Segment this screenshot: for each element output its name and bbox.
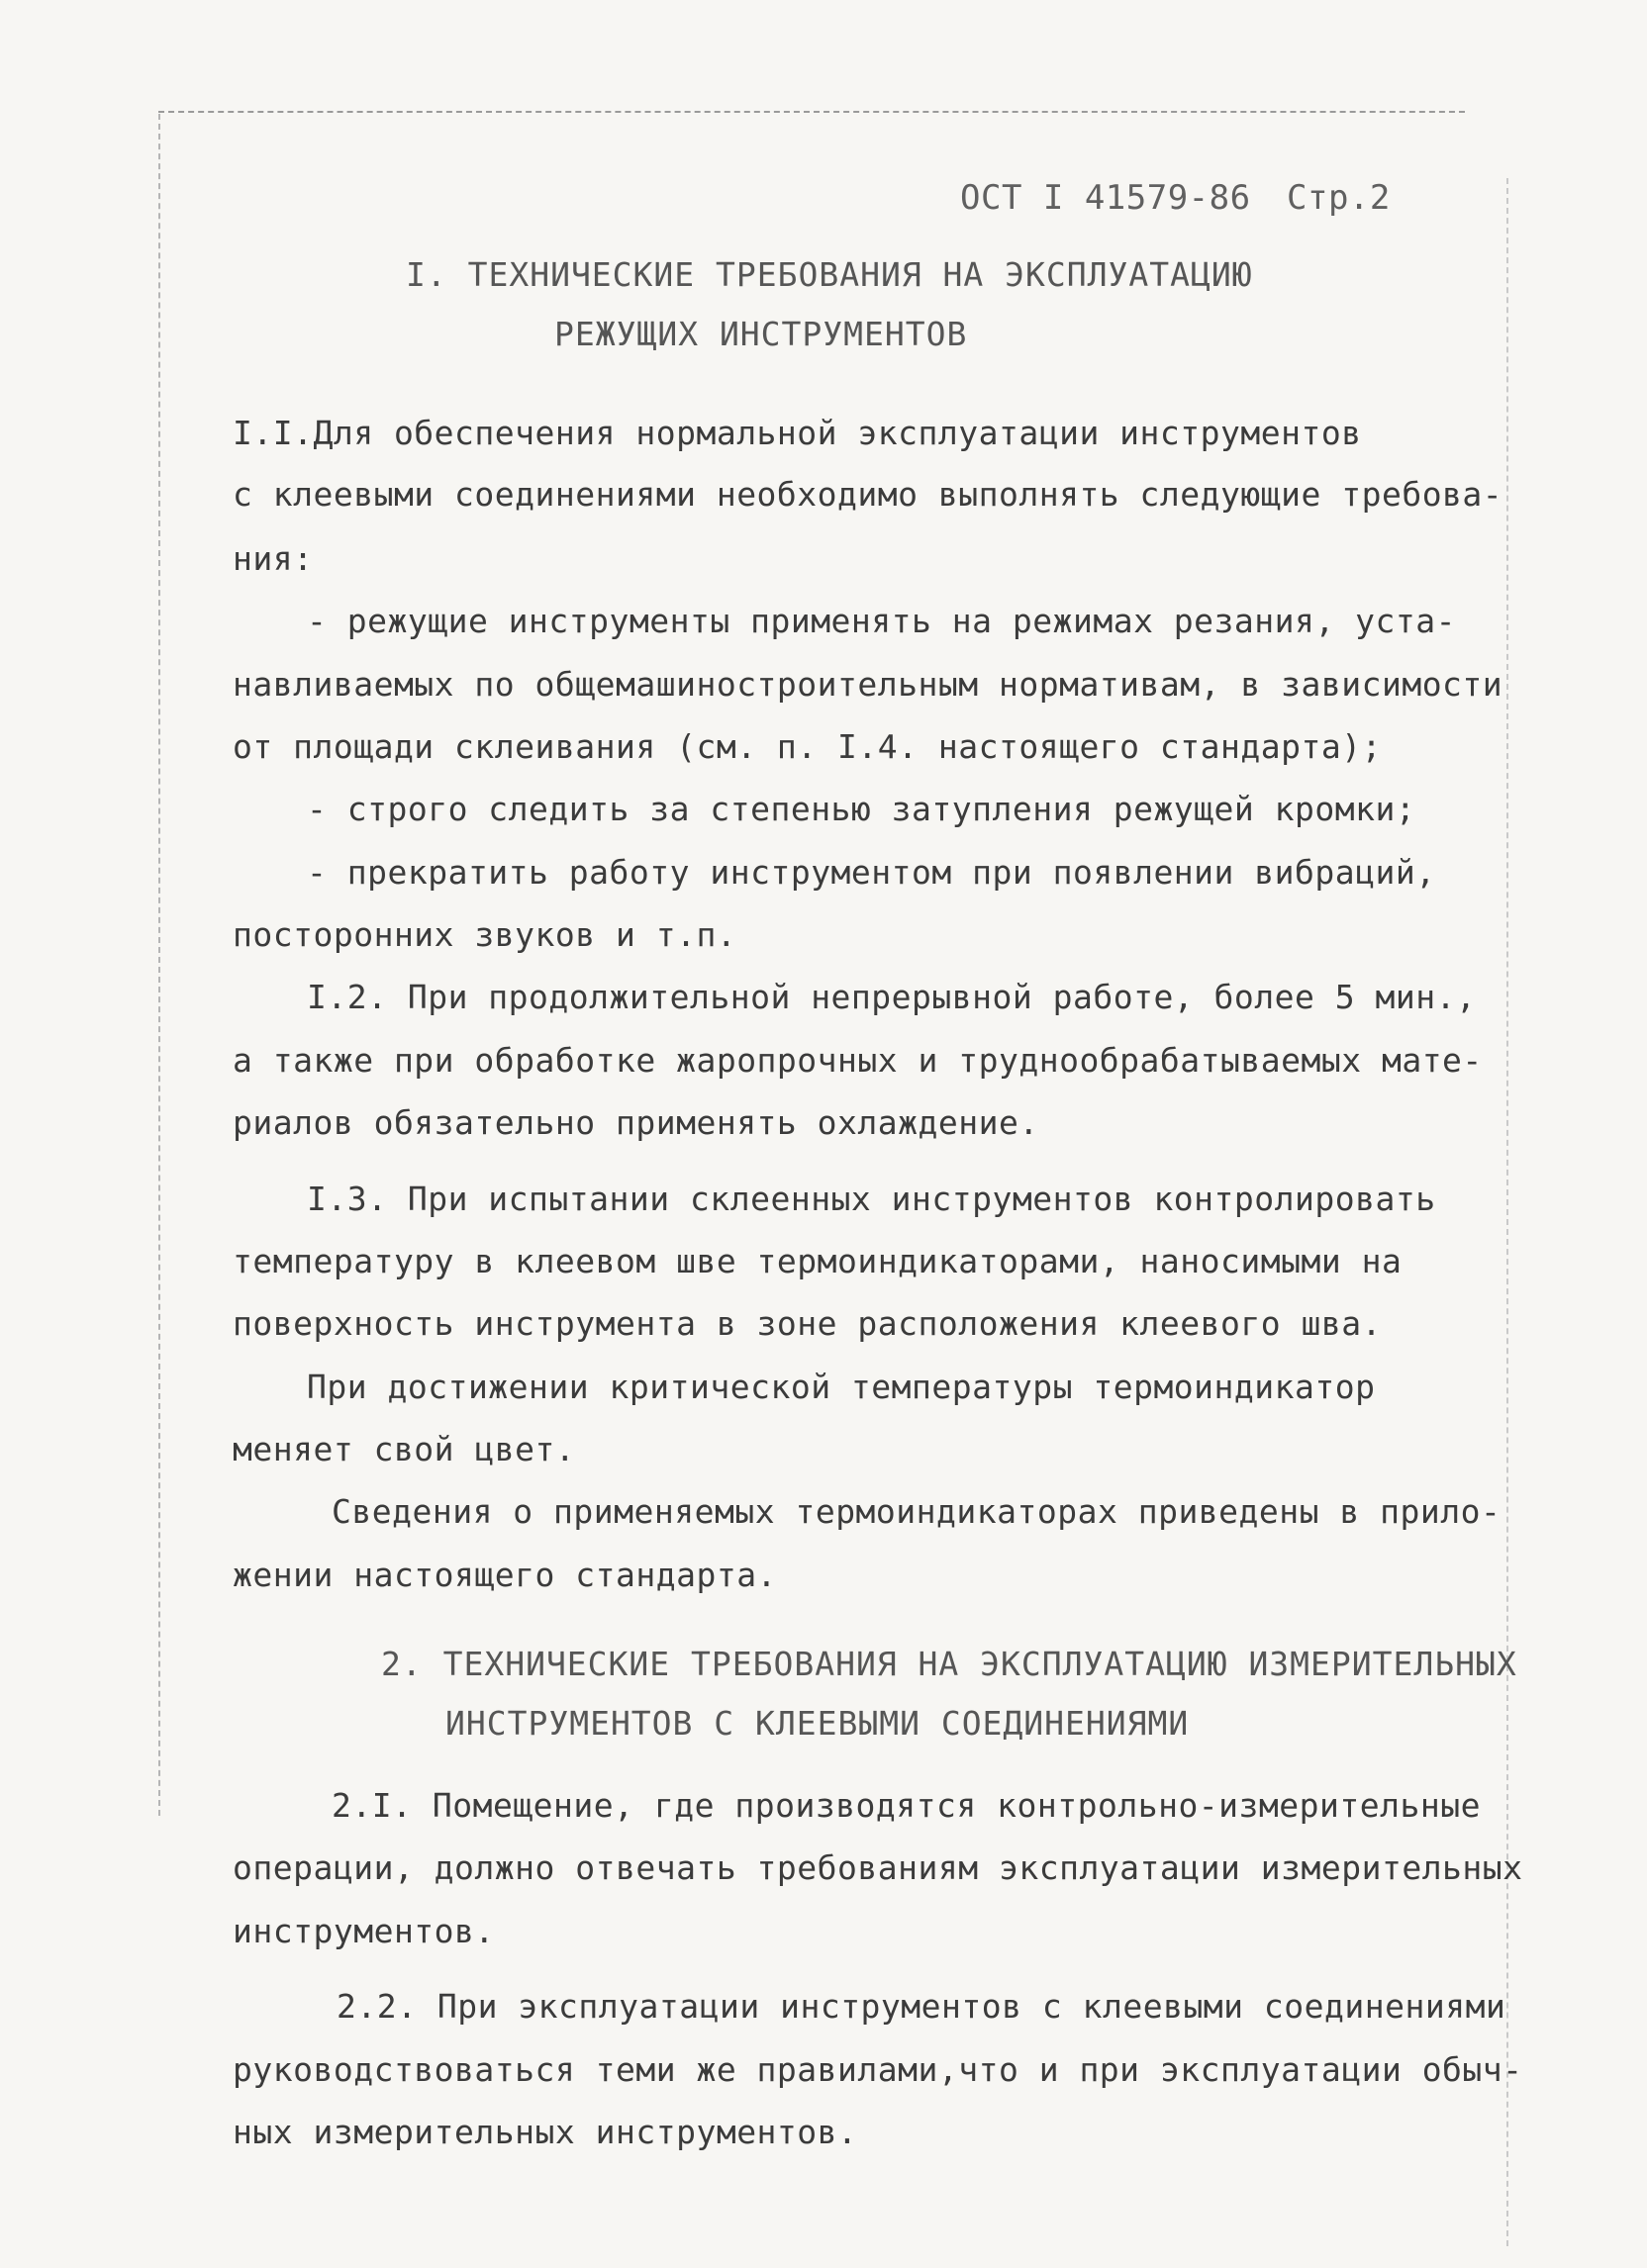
paragraph-2-1-line-2: операции, должно отвечать требованиям эксплуатации измерительных (233, 1848, 1523, 1887)
paragraph-1-3-line-3: поверхность инструмента в зоне расположения клеевого шва. (233, 1304, 1382, 1343)
section-1-title-line-1: I. ТЕХНИЧЕСКИЕ ТРЕБОВАНИЯ НА ЭКСПЛУАТАЦИЮ (406, 255, 1253, 294)
list-item-2: - строго следить за степенью затупления режущей кромки; (307, 790, 1416, 828)
paragraph-1-3-line-5: меняет свой цвет. (233, 1430, 576, 1468)
list-item-1-line-1: - режущие инструменты применять на режимах резания, уста- (307, 602, 1456, 640)
paragraph-2-2-line-1: 2.2. При эксплуатации инструментов с клеевыми соединениями (337, 1987, 1506, 2026)
paragraph-2-2-line-3: ных измерительных инструментов. (233, 2113, 858, 2151)
paragraph-1-3-line-4: При достижении критической температуры термоиндикатор (307, 1368, 1376, 1406)
document-code: ОСТ I 41579-86 (960, 178, 1251, 218)
paragraph-1-1-line-2: с клеевыми соединениями необходимо выполнять следующие требова- (233, 475, 1503, 514)
paragraph-1-3-line-2: температуру в клеевом шве термоиндикаторами, наносимыми на (233, 1242, 1403, 1280)
list-item-1-line-2: навливаемых по общемашиностроительным нормативам, в зависимости (233, 665, 1503, 704)
paragraph-2-1-line-3: инструментов. (233, 1912, 495, 1950)
paragraph-1-3-line-6: Сведения о применяемых термоиндикаторах приведены в прило- (332, 1492, 1502, 1531)
section-2-title-line-2: ИНСТРУМЕНТОВ С КЛЕЕВЫМИ СОЕДИНЕНИЯМИ (445, 1704, 1190, 1743)
paragraph-2-1-line-1: 2.I. Помещение, где производятся контрольно-измерительные (332, 1786, 1481, 1825)
section-2-title-line-1: 2. ТЕХНИЧЕСКИЕ ТРЕБОВАНИЯ НА ЭКСПЛУАТАЦИЮ ИЗМЕРИТЕЛЬНЫХ (381, 1645, 1517, 1683)
paragraph-1-3-line-7: жении настоящего стандарта. (233, 1556, 777, 1594)
list-item-3-line-2: посторонних звуков и т.п. (233, 915, 737, 954)
list-item-1-line-3: от площади склеивания (см. п. I.4. настоящего стандарта); (233, 727, 1382, 766)
paragraph-1-1-line-3: ния: (233, 539, 314, 578)
right-border-line (1506, 178, 1508, 2246)
top-border-line (158, 111, 1465, 113)
paragraph-1-2-line-1: I.2. При продолжительной непрерывной работе, более 5 мин., (307, 978, 1477, 1016)
section-1-title-line-2: РЕЖУЩИХ ИНСТРУМЕНТОВ (554, 315, 968, 353)
paragraph-1-2-line-3: риалов обязательно применять охлаждение. (233, 1103, 1039, 1142)
paragraph-2-2-line-2: руководствоваться теми же правилами,что и при эксплуатации обыч- (233, 2050, 1523, 2089)
page-number: Стр.2 (1287, 178, 1391, 218)
paragraph-1-1-line-1: I.I.Для обеспечения нормальной эксплуатации инструментов (233, 414, 1362, 452)
paragraph-1-2-line-2: а также при обработке жаропрочных и труднообрабатываемых мате- (233, 1041, 1483, 1080)
left-border-line (158, 114, 160, 1816)
list-item-3-line-1: - прекратить работу инструментом при появлении вибраций, (307, 853, 1436, 892)
paragraph-1-3-line-1: I.3. При испытании склеенных инструментов контролировать (307, 1180, 1436, 1218)
